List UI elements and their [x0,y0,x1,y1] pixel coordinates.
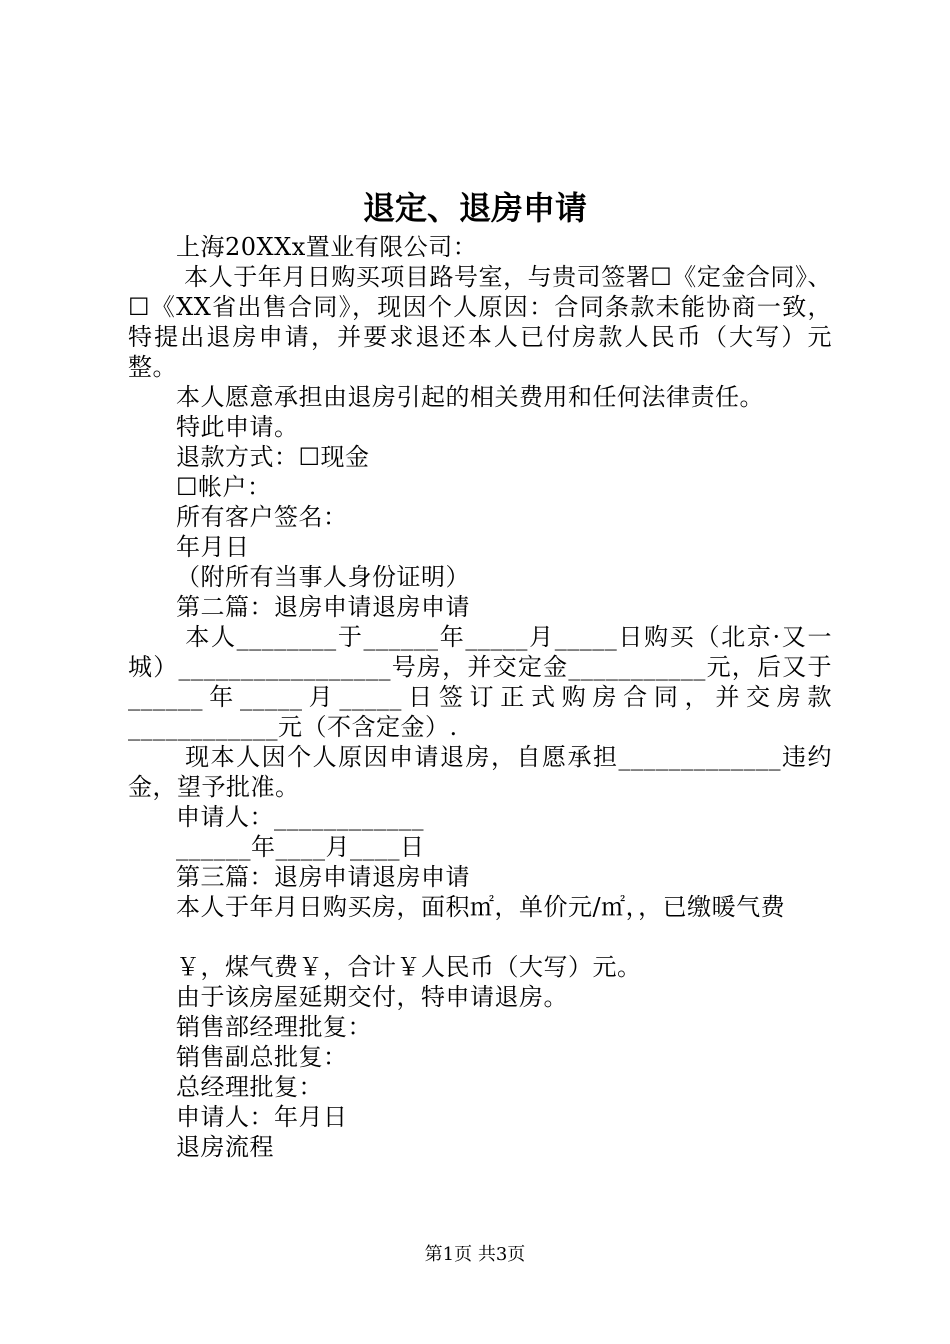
paragraph-area-price: 本人于年月日购买房，面积㎡，单价元/㎡，，已缴暖气费 [176,893,786,921]
document-title: 退定、退房申请 [362,189,587,227]
applicant-date-line: 申请人：年月日 [176,1103,348,1131]
process-heading: 退房流程 [176,1133,274,1161]
document-body [128,232,832,1162]
refund-method-cash: 退款方式：☐现金 [176,443,370,471]
paragraph-closing: 特此申请。 [176,413,299,441]
paragraph-delay-reason: 由于该房屋延期交付，特申请退房。 [176,983,568,1011]
blank-line [128,922,832,952]
sales-vp-approval: 销售副总批复： [176,1043,348,1071]
paragraph-liability: 本人愿意承担由退房引起的相关费用和任何法律责任。 [176,383,764,411]
applicant-line: 申请人：____________ [176,803,424,831]
page-footer: 第1页 共3页 [424,1244,526,1265]
sales-manager-approval: 销售部经理批复： [176,1013,372,1041]
paragraph-purchase-details: 本人________于______年_____月_____日购买（北京·又一城）_________________号房，并交定金___________元，后又于______年_____月_____日签订正式购房合同，并交房款____________元（不含定金）. [128,623,832,741]
section-heading-3: 第三篇：退房申请退房申请 [176,863,470,891]
general-manager-approval: 总经理批复： [176,1073,323,1101]
attachment-note: （附所有当事人身份证明） [176,563,470,591]
date-blank-line: ______年____月____日 [176,833,425,861]
paragraph-fees: ￥，煤气费￥，合计￥人民币（大写）元。 [176,953,642,981]
section-heading-2: 第二篇：退房申请退房申请 [176,593,470,621]
signature-line: 所有客户签名： [176,503,348,531]
date-line: 年月日 [176,533,250,561]
paragraph-request: 本人于年月日购买项目路号室，与贵司签署☐《定金合同》、☐《XX省出售合同》，现因个人原因：合同条款未能协商一致，特提出退房申请，并要求退还本人已付房款人民币（大写）元整。 [128,263,832,381]
paragraph-penalty: 现本人因个人原因申请退房，自愿承担_____________违约金，望予批准。 [128,743,832,801]
addressee-line: 上海20XXx置业有限公司： [176,233,478,261]
refund-method-account: ☐帐户： [176,473,272,501]
